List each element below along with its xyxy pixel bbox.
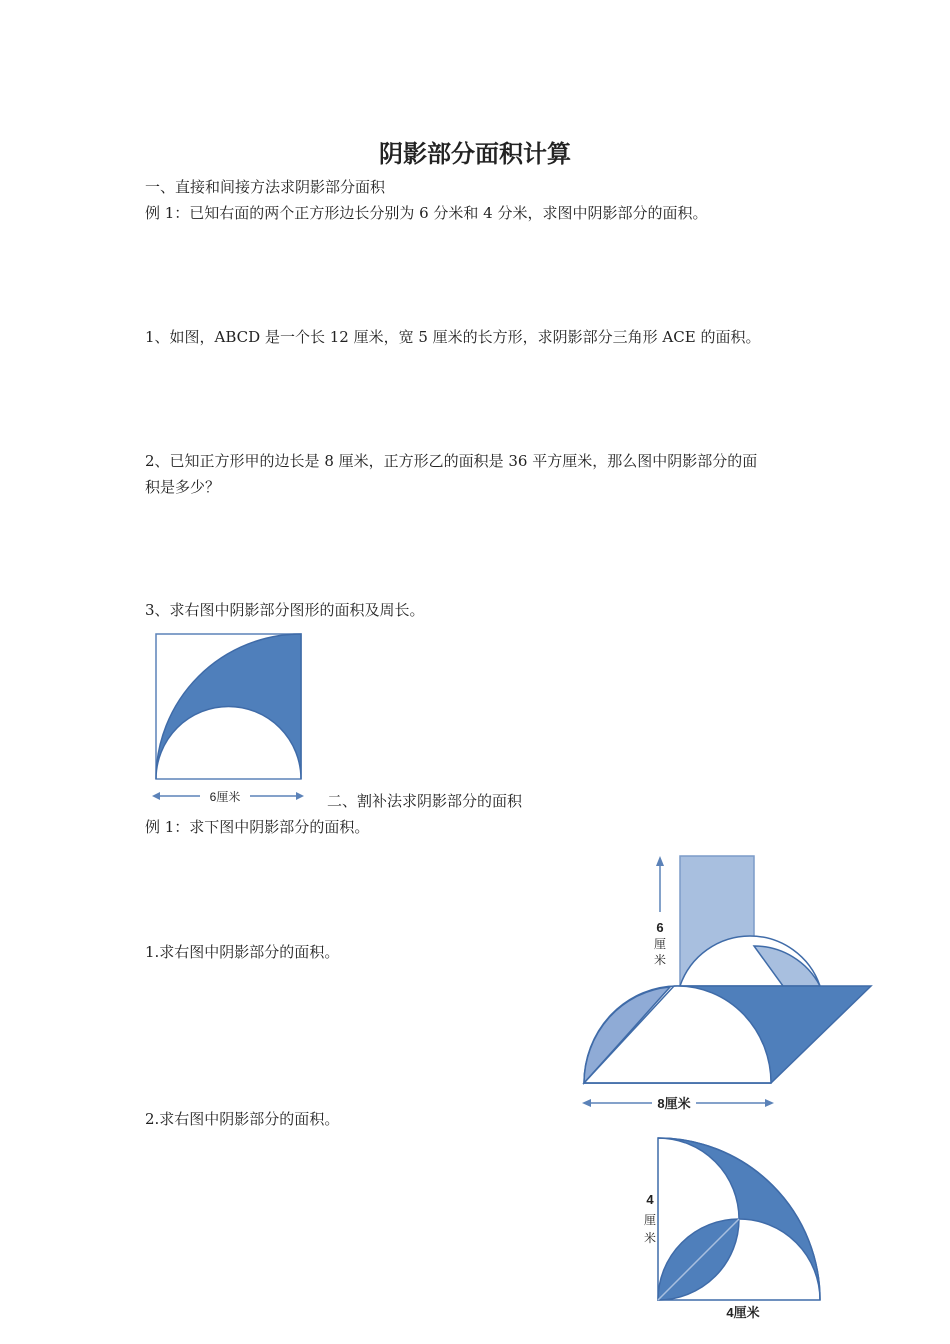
- figure2-side-label-num: 6: [656, 920, 664, 935]
- section1-question-3: 3、求右图中阴影部分图形的面积及周长。: [145, 601, 425, 619]
- section2-heading: 二、割补法求阴影部分的面积: [327, 792, 523, 810]
- section2-question-2: 2.求右图中阴影部分的面积。: [145, 1110, 340, 1128]
- section2-example: 例 1：求下图中阴影部分的面积。: [145, 818, 370, 836]
- figure3-side-label-2: 米: [643, 1231, 657, 1245]
- figure3-side-label-1: 厘: [643, 1213, 657, 1227]
- figure2-side-label-2: 米: [653, 953, 667, 967]
- section1-question-2-line1: 2、已知正方形甲的边长是 8 厘米，正方形乙的面积是 36 平方厘米，那么图中阴影部分的面: [145, 452, 758, 470]
- figure-quarter-circle-square: [148, 628, 318, 813]
- figure2-vertical-arrow-head: [656, 856, 664, 866]
- figure3-side-label-num: 4: [646, 1192, 654, 1207]
- section1-question-2-line2: 积是多少？: [145, 478, 221, 496]
- page-title: 阴影部分面积计算: [379, 140, 571, 168]
- section1-question-1: 1、如图，ABCD 是一个长 12 厘米，宽 5 厘米的长方形，求阴影部分三角形 ACE 的面积。: [145, 328, 761, 346]
- figure2-bottom-label: 8厘米: [657, 1096, 691, 1111]
- figure1-label: 6厘米: [209, 790, 241, 804]
- figure-quarter-circle-crescent: [640, 1132, 840, 1327]
- section1-heading: 一、直接和间接方法求阴影部分面积: [145, 178, 386, 196]
- figure1-shaded-region: [156, 634, 301, 779]
- figure1-arrow-left-head: [152, 792, 160, 800]
- figure3-bottom-label: 4厘米: [726, 1305, 760, 1320]
- figure1-arrow-right-head: [296, 792, 304, 800]
- figure2-side-label-1: 厘: [653, 937, 667, 951]
- section2-question-1: 1.求右图中阴影部分的面积。: [145, 943, 340, 961]
- figure-semicircle-parallelogram: [578, 850, 878, 1115]
- section1-example: 例 1：已知右面的两个正方形边长分别为 6 分米和 4 分米，求图中阴影部分的面积。: [145, 204, 708, 222]
